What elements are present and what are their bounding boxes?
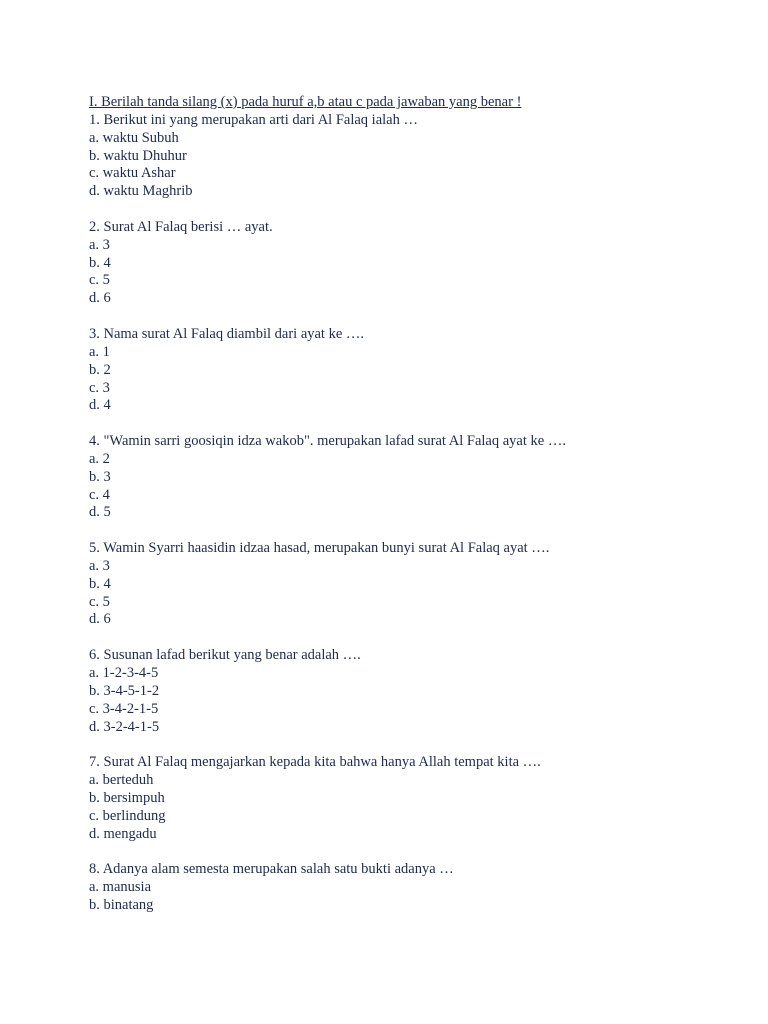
question-text: 4. "Wamin sarri goosiqin idza wakob". merupakan lafad surat Al Falaq ayat ke …. (89, 433, 566, 450)
answer-option: b. waktu Dhuhur (89, 147, 187, 164)
answer-option: a. 3 (89, 236, 110, 253)
answer-option: c. 4 (89, 486, 110, 503)
answer-option: b. 2 (89, 361, 111, 378)
answer-option: b. 3-4-5-1-2 (89, 682, 160, 699)
answer-option: d. 6 (89, 611, 111, 628)
answer-option: c. berlindung (89, 807, 166, 824)
answer-option: d. mengadu (89, 825, 157, 842)
question-3 (89, 326, 729, 415)
answer-option: d. 5 (89, 504, 111, 521)
answer-option: c. waktu Ashar (89, 165, 176, 182)
answer-option: a. berteduh (89, 772, 154, 789)
document-page (89, 94, 729, 915)
question-text: 5. Wamin Syarri haasidin idzaa hasad, merupakan bunyi surat Al Falaq ayat …. (89, 540, 550, 557)
question-text: 8. Adanya alam semesta merupakan salah satu bukti adanya … (89, 861, 454, 878)
answer-option: d. 3-2-4-1-5 (89, 718, 160, 735)
instruction-heading: I. Berilah tanda silang (x) pada huruf a,b atau c pada jawaban yang benar ! (89, 94, 522, 110)
answer-option: c. 3 (89, 379, 110, 396)
answer-option: b. binatang (89, 896, 154, 913)
answer-option: d. 6 (89, 290, 111, 307)
answer-option: a. 2 (89, 450, 110, 467)
answer-option: a. 1-2-3-4-5 (89, 665, 159, 681)
answer-option: c. 5 (89, 593, 110, 610)
question-7 (89, 754, 729, 843)
question-text: 7. Surat Al Falaq mengajarkan kepada kita bahwa hanya Allah tempat kita …. (89, 754, 541, 771)
question-1 (89, 112, 729, 201)
answer-option: c. 5 (89, 272, 110, 289)
answer-option: b. 4 (89, 575, 111, 592)
question-list (89, 112, 729, 915)
question-text: 3. Nama surat Al Falaq diambil dari ayat ke …. (89, 325, 365, 342)
answer-option: d. waktu Maghrib (89, 183, 193, 200)
answer-option: a. 3 (89, 557, 110, 574)
question-2 (89, 219, 729, 308)
question-text: 2. Surat Al Falaq berisi … ayat. (89, 218, 273, 235)
answer-option: d. 4 (89, 397, 111, 414)
answer-option: a. waktu Subuh (89, 129, 179, 146)
answer-option: c. 3-4-2-1-5 (89, 700, 159, 717)
question-text: 6. Susunan lafad berikut yang benar adalah …. (89, 647, 361, 664)
answer-option: a. 1 (89, 343, 110, 360)
question-8 (89, 861, 729, 915)
answer-option: a. manusia (89, 879, 152, 896)
answer-option: b. 4 (89, 254, 111, 271)
answer-option: b. 3 (89, 468, 111, 485)
question-4 (89, 433, 729, 522)
question-5 (89, 540, 729, 629)
answer-option: b. bersimpuh (89, 789, 165, 806)
question-text: 1. Berikut ini yang merupakan arti dari Al Falaq ialah … (89, 111, 418, 128)
question-6 (89, 647, 729, 736)
